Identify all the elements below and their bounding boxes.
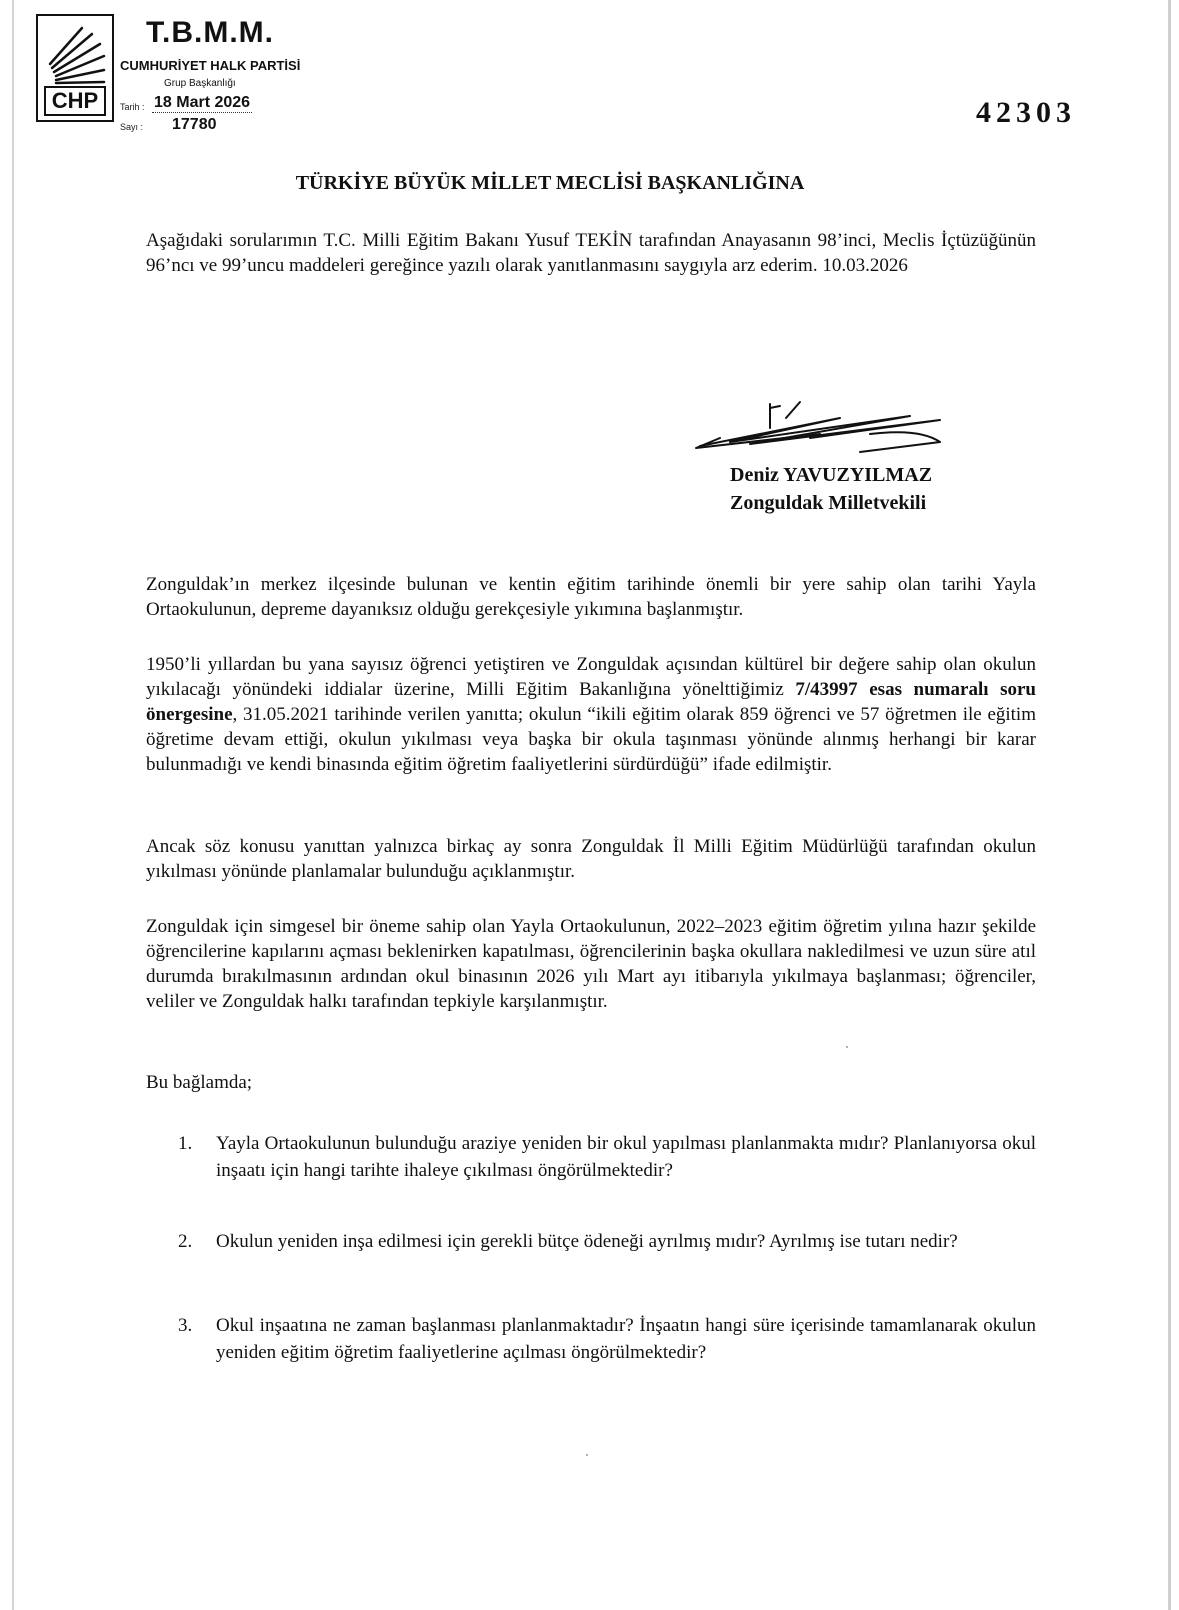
intro-paragraph: Aşağıdaki sorularımın T.C. Milli Eğitim Bakanı Yusuf TEKİN tarafından Anayasanın 98’inci, Meclis İçtüzüğünün 96’ncı ve 99’uncu maddeleri gereğince yazılı olarak yanıtlanmasını saygıyla arz ederim. 10.03.2026 xyxy=(146,230,1036,276)
question-text: Yayla Ortaokulunun bulunduğu araziye yeniden bir okul yapılması planlanmakta mıdır? Planlanıyorsa okul inşaatı için hangi tarihte ihaleye çıkılması öngörülmektedir? xyxy=(216,1133,1036,1181)
signer-name: Deniz YAVUZYILMAZ xyxy=(730,464,933,486)
question-number: 1. xyxy=(178,1133,193,1154)
question-item xyxy=(178,1130,1036,1184)
body-paragraph-2 xyxy=(146,652,1036,777)
logo-text: CHP xyxy=(44,86,106,116)
stamp-party: CUMHURİYET HALK PARTİSİ xyxy=(120,58,301,73)
question-number: 3. xyxy=(178,1315,193,1336)
body-paragraph-1: Zonguldak’ın merkez ilçesinde bulunan ve kentin eğitim tarihinde önemli bir yere sahip olan tarihi Yayla Ortaokulunun, depreme dayanıksız olduğu gerekçesiyle yıkımına başlanmıştır. xyxy=(146,574,1036,620)
question-reference: 7/43997 esas numaralı soru önergesine xyxy=(146,679,1036,725)
party-emblem-icon xyxy=(42,20,108,90)
body-paragraph-5: Bu bağlamda; xyxy=(146,1072,253,1093)
page-edge-left xyxy=(12,0,14,1610)
question-text: Okulun yeniden inşa edilmesi için gerekli bütçe ödeneği ayrılmış mıdır? Ayrılmış ise tutarı nedir? xyxy=(216,1231,958,1252)
body-paragraph-3: Ancak söz konusu yanıttan yalnızca birkaç ay sonra Zonguldak İl Milli Eğitim Müdürlüğü tarafından okulun yıkılması yönünde planlamalar bulunduğu açıklanmıştır. xyxy=(146,836,1036,882)
question-text: Okul inşaatına ne zaman başlanması planlanmaktadır? İnşaatın hangi süre içerisinde tamamlanarak okulun yeniden eğitim öğretim faaliyetlerine açılması öngörülmektedir? xyxy=(216,1315,1036,1363)
stamp-date-label: Tarih : xyxy=(120,102,145,112)
body-paragraph-2-end: , 31.05.2021 tarihinde verilen yanıtta; okulun “ikili eğitim olarak 859 öğrenci ve 57 öğretmen ile eğitim öğretime devam ettiği, okulun yıkılması veya başka bir okula taşınması yönünde alınmış herhangi bir karar bulunmadığı ve kendi binasında eğitim öğretim faaliyetlerini sürdürdüğü” ifade edilmiştir. xyxy=(146,704,1036,775)
page-edge-right xyxy=(1168,0,1171,1610)
party-logo xyxy=(36,14,114,122)
body-paragraph-2-start: 1950’li yıllardan bu yana sayısız öğrenci yetiştiren ve Zonguldak açısından kültürel bir değere sahip olan okulun yıkılacağı yönündeki iddialar üzerine, Milli Eğitim Bakanlığına yönelttiğimiz xyxy=(146,654,1036,700)
question-item xyxy=(178,1312,1036,1366)
stamp-subunit: Grup Başkanlığı xyxy=(164,78,236,89)
page-title: TÜRKİYE BÜYÜK MİLLET MECLİSİ BAŞKANLIĞINA xyxy=(295,172,805,194)
stamp-institution: T.B.M.M. xyxy=(146,16,274,49)
signer-title: Zonguldak Milletvekili xyxy=(730,492,927,514)
stamp-number: 17780 xyxy=(172,116,217,133)
scan-speck xyxy=(586,1454,588,1456)
question-item xyxy=(178,1228,1036,1255)
question-number: 2. xyxy=(178,1231,193,1252)
body-paragraph-4: Zonguldak için simgesel bir öneme sahip olan Yayla Ortaokulunun, 2022–2023 eğitim öğretim yılına hazır şekilde öğrencilerine kapılarını açması beklenirken kapatılması, öğrencilerinin başka okullara nakledilmesi ve uzun süre atıl durumda bırakılmasının ardından okul binasının 2026 yılı Mart ayı itibarıyla yıkılmaya başlanması; öğrenciler, veliler ve Zonguldak halkı tarafından tepkiyle karşılanmıştır. xyxy=(146,916,1036,1012)
stamp-number-label: Sayı : xyxy=(120,122,144,132)
registry-stamp xyxy=(36,10,336,133)
stamp-date: 18 Mart 2026 xyxy=(154,94,251,111)
scan-speck xyxy=(846,1046,848,1048)
document-number: 42303 xyxy=(976,96,1076,129)
